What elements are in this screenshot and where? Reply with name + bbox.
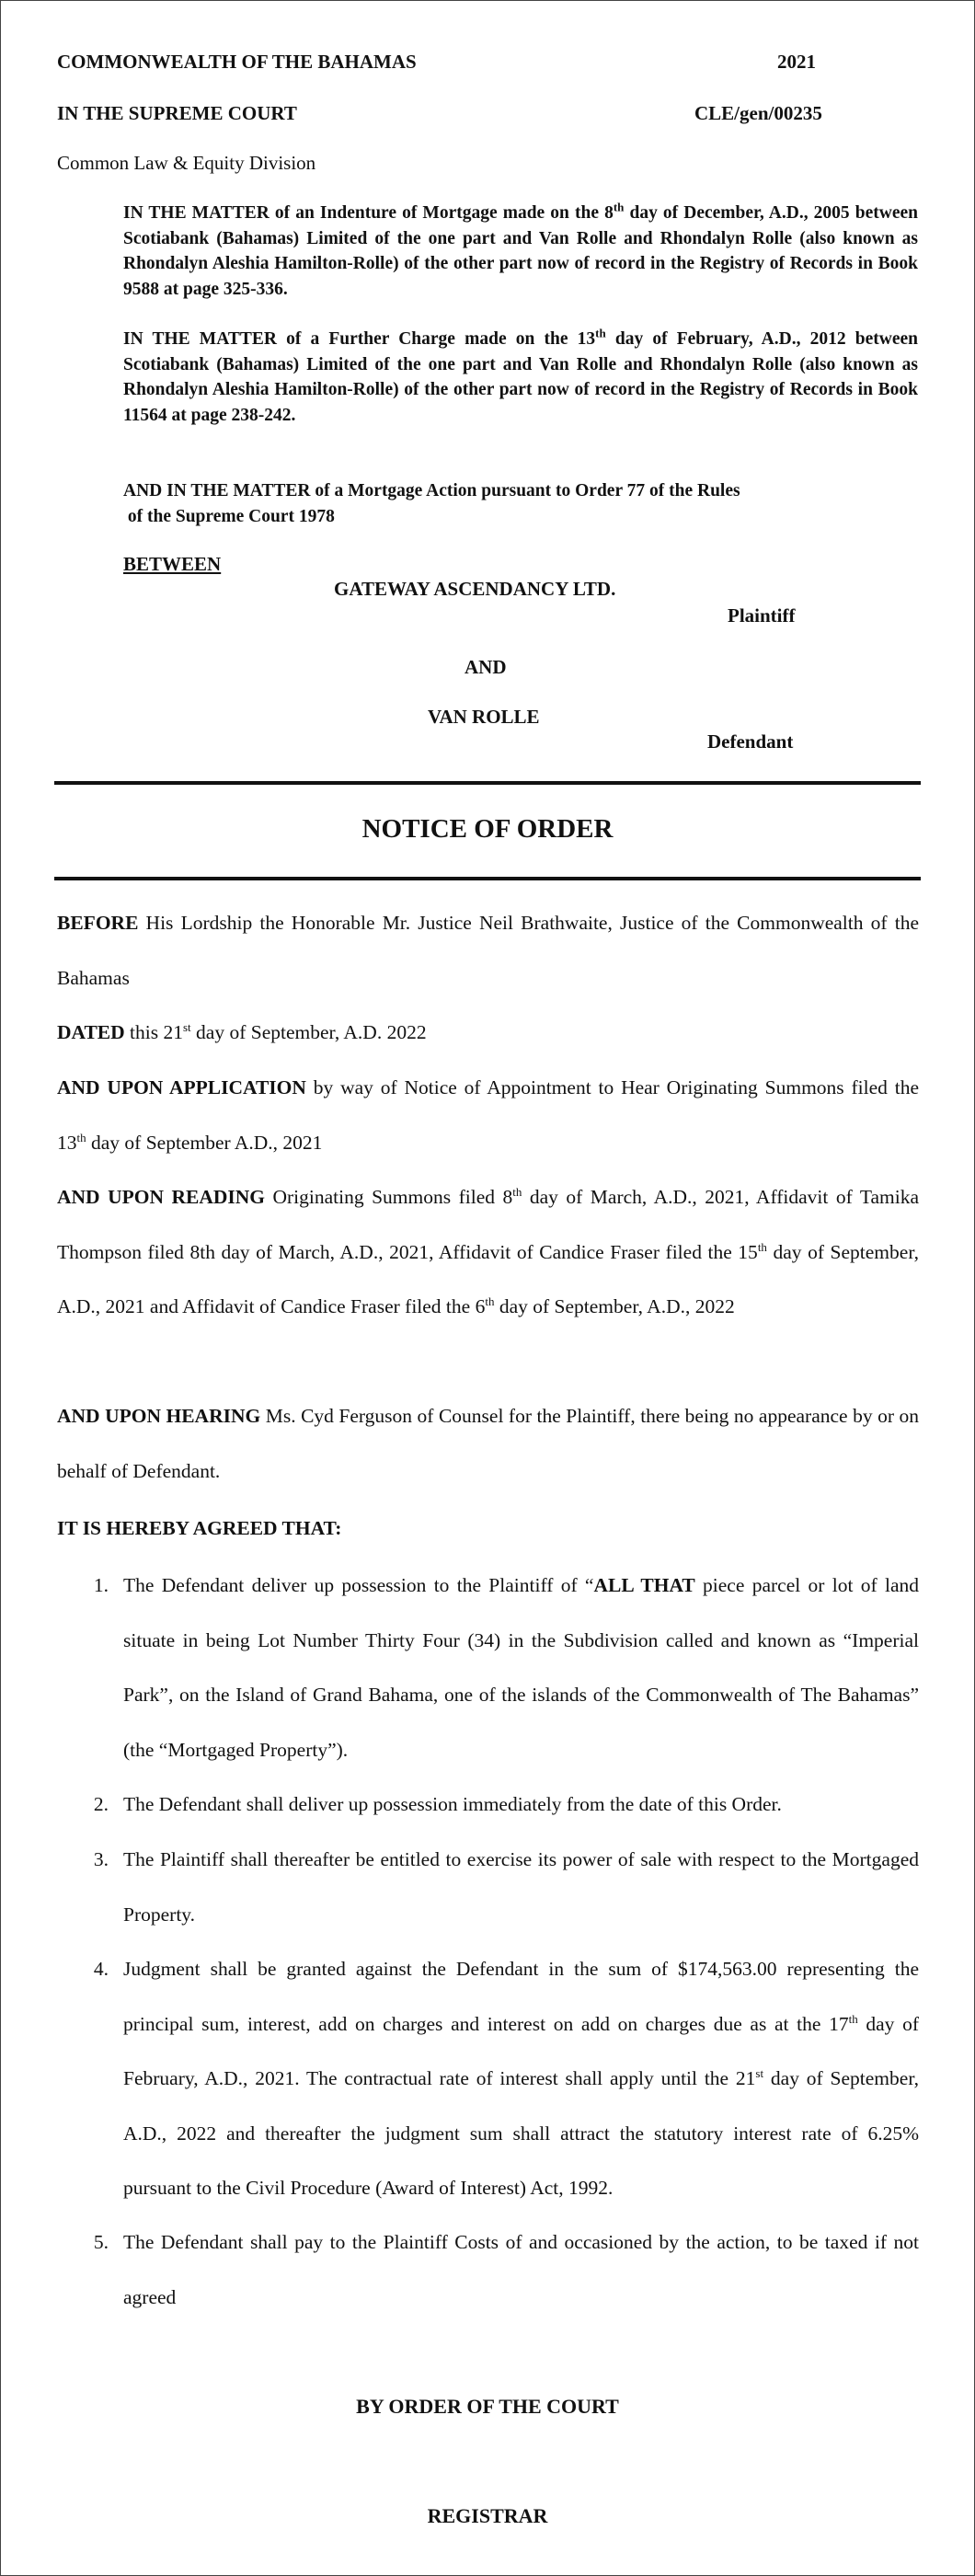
order-item-5: 5. The Defendant shall pay to the Plaintiff Costs of and occasioned by the action, to be taxed if not agreed [86, 2215, 919, 2325]
jurisdiction: COMMONWEALTH OF THE BAHAMAS [57, 51, 417, 73]
case-number: CLE/gen/00235 [694, 102, 822, 124]
order-item-2: 2. The Defendant shall deliver up possession immediately from the date of this Order. [86, 1777, 919, 1833]
notice-title: NOTICE OF ORDER [361, 814, 614, 844]
court-name: IN THE SUPREME COURT [57, 102, 297, 124]
defendant-name: VAN ROLLE [428, 706, 540, 728]
year: 2021 [777, 51, 816, 73]
order-number: 4. [93, 1958, 109, 1980]
between-label: BETWEEN [123, 553, 222, 575]
order-number: 3. [93, 1848, 109, 1870]
order-item-4: 4. Judgment shall be granted against the Defendant in the sum of $174,563.00 representing the principal sum, interest, add on charges and interest on add on charges due as at the 17th day of February, A.D., 2021. The contractual rate of interest shall apply until the 21st day of September, A.D., 2022 and thereafter the judgment sum shall attract the statutory interest rate of 6.25% pursuant to the Civil Procedure (Award of Interest) Act, 1992. [86, 1942, 919, 2216]
paragraph-hearing: AND UPON HEARING Ms. Cyd Ferguson of Counsel for the Plaintiff, there being no appearance by or on behalf of Defendant. [57, 1405, 919, 1482]
title-rule-bottom [54, 877, 921, 880]
matter-mortgage-action: AND IN THE MATTER of a Mortgage Action pursuant to Order 77 of the Rules of the Supreme Court 1978 [123, 481, 740, 526]
order-number: 5. [93, 2231, 109, 2253]
order-number: 1. [93, 1574, 109, 1596]
matter-mortgage: IN THE MATTER of an Indenture of Mortgage made on the 8th day of December, A.D., 2005 between Scotiabank (Bahamas) Limited of the one part and Van Rolle and Rhondalyn Rolle (also known as Rhondalyn Aleshia Hamilton-Rolle) of the other part now of record in the Registry of Records in Book 9588 at page 325-336. [123, 200, 918, 299]
agreed-heading: IT IS HEREBY AGREED THAT: [57, 1517, 342, 1539]
title-rule-top [54, 781, 921, 785]
and-label: AND [465, 656, 507, 678]
by-order-of-court: BY ORDER OF THE COURT [356, 2395, 619, 2418]
order-item-3: 3. The Plaintiff shall thereafter be entitled to exercise its power of sale with respect to the Mortgaged Property. [86, 1833, 919, 1942]
order-number: 2. [93, 1793, 109, 1815]
order-item-1: 1. The Defendant deliver up possession to the Plaintiff of “ALL THAT piece parcel or lot of land situate in being Lot Number Thirty Four (34) in the Subdivision called and known as “Imperial Park”, on the Island of Grand Bahama, one of the islands of the Commonwealth of The Bahamas” (the “Mortgaged Property”). [86, 1558, 919, 1777]
plaintiff-role: Plaintiff [728, 604, 796, 627]
paragraph-before: BEFORE His Lordship the Honorable Mr. Justice Neil Brathwaite, Justice of the Commonwealth of the Bahamas [57, 912, 919, 989]
matter-further-charge: IN THE MATTER of a Further Charge made on the 13th day of February, A.D., 2012 between Scotiabank (Bahamas) Limited of the one part and Van Rolle and Rhondalyn Rolle (also known as Rhondalyn Aleshia Hamilton-Rolle) of the other part now of record in the Registry of Records in Book 11564 at page 238-242. [123, 326, 918, 425]
paragraph-dated: DATED this 21st day of September, A.D. 2022 [57, 1019, 427, 1043]
paragraph-reading: AND UPON READING Originating Summons filed 8th day of March, A.D., 2021, Affidavit of Tamika Thompson filed 8th day of March, A.D., 2021, Affidavit of Candice Fraser filed the 15th day of September, A.D., 2021 and Affidavit of Candice Fraser filed the 6th day of September, A.D., 2022 [57, 1184, 919, 1317]
defendant-role: Defendant [707, 730, 794, 753]
registrar-signature: REGISTRAR [427, 2504, 548, 2527]
paragraph-application: AND UPON APPLICATION by way of Notice of Appointment to Hear Originating Summons filed the 13th day of September A.D., 2021 [57, 1076, 920, 1154]
plaintiff-name: GATEWAY ASCENDANCY LTD. [334, 578, 616, 600]
division: Common Law & Equity Division [57, 152, 316, 174]
